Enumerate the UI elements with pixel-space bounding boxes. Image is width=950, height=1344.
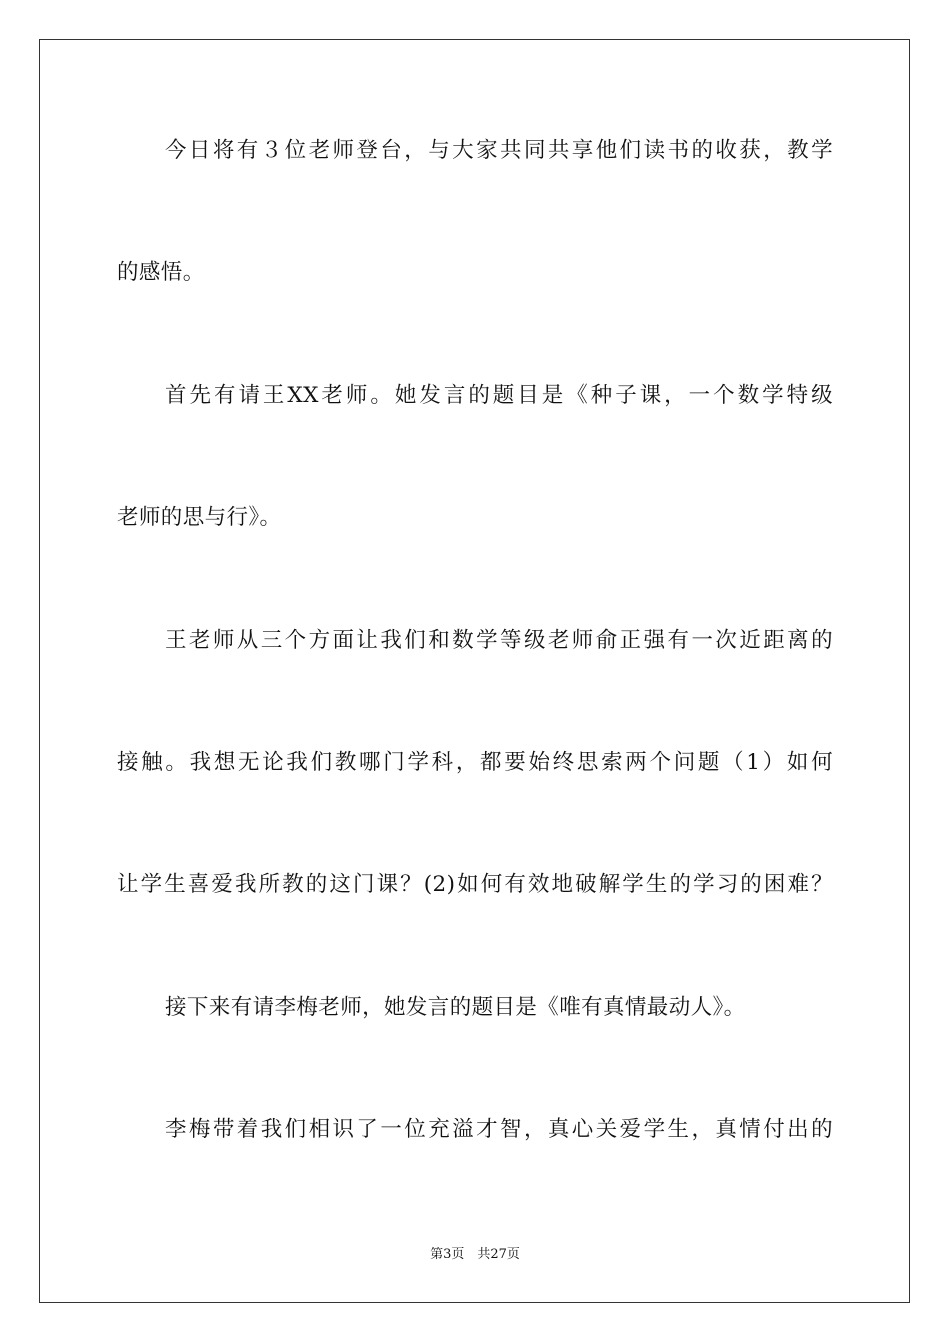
page-border xyxy=(39,39,910,1303)
paragraph-line-1: 今日将有３位老师登台，与大家共同共享他们读书的收获，教学 xyxy=(165,138,833,163)
paragraph-line-7: 让学生喜爱我所教的这门课？(2)如何有效地破解学生的学习的困难？ xyxy=(117,872,833,897)
paragraph-line-9: 李梅带着我们相识了一位充溢才智，真心关爱学生，真情付出的 xyxy=(165,1117,833,1142)
paragraph-line-6: 接触。我想无论我们教哪门学科，都要始终思索两个问题（1）如何 xyxy=(117,750,833,775)
paragraph-line-5: 王老师从三个方面让我们和数学等级老师俞正强有一次近距离的 xyxy=(165,628,833,653)
paragraph-line-8: 接下来有请李梅老师，她发言的题目是《唯有真情最动人》。 xyxy=(165,995,746,1020)
paragraph-line-2: 的感悟。 xyxy=(117,260,205,285)
paragraph-line-3: 首先有请王XX老师。她发言的题目是《种子课，一个数学特级 xyxy=(165,383,833,408)
paragraph-line-4: 老师的思与行》。 xyxy=(117,505,282,530)
page-number-footer: 第3页 共27页 xyxy=(430,1247,520,1262)
